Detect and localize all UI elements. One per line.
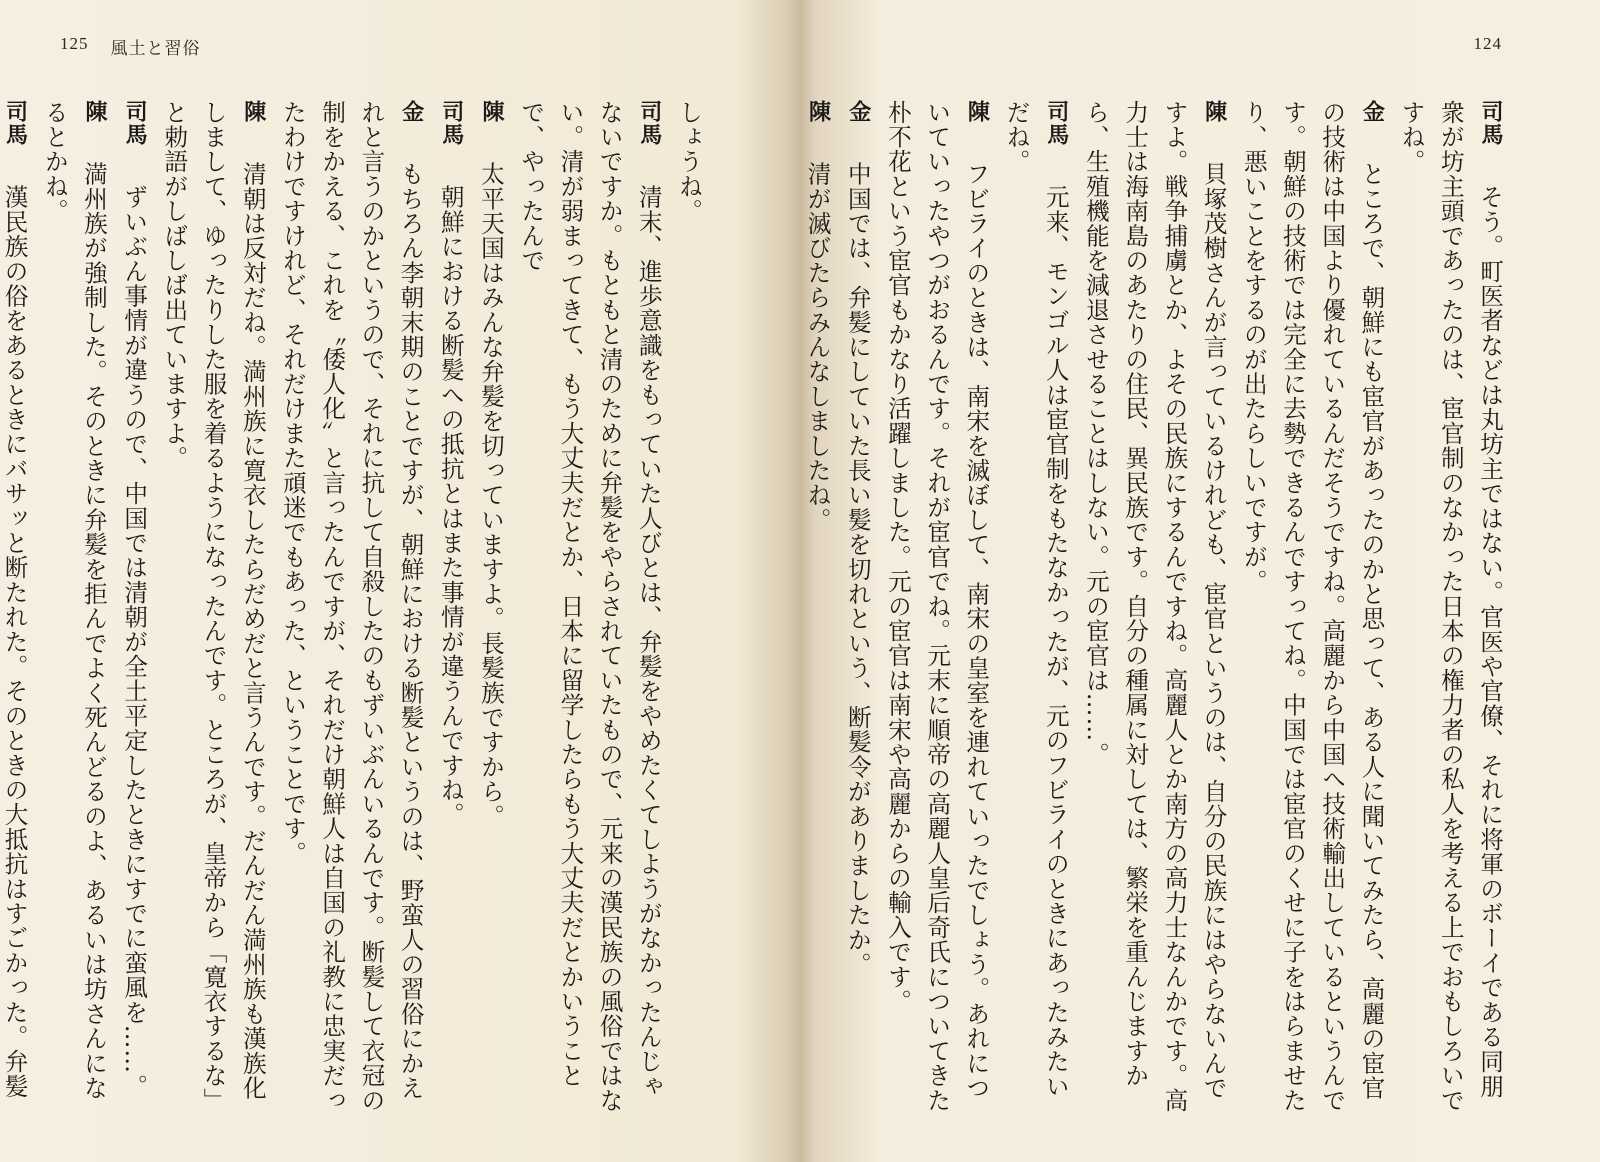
- dialogue-turn: [996, 100, 1075, 1120]
- speaker-name: 陳: [478, 100, 504, 124]
- left-page: [0, 0, 790, 1162]
- dialogue-turn: [669, 100, 708, 1120]
- dialogue-turn: [511, 100, 669, 1120]
- speaker-name: 司馬: [122, 100, 148, 147]
- turn-text: フビライのときは、南宋を滅ぼして、南宋の皇室を連れていったでしょう。あれについていったやつがおるんです。それが宦官でね。元末に順帝の高麗人皇后奇氏についてきた朴不花という宦官もかなり活躍しました。元の宦官は南宋や高麗からの輸入です。: [883, 100, 991, 1113]
- turn-text: 満州族が強制した。そのときに弁髪を拒んでよく死んどるのよ、あるいは坊さんになるとかね。: [40, 100, 108, 1101]
- speaker-name: 司馬: [636, 100, 662, 147]
- turn-text: ずいぶん事情が違うので、中国では清朝が全土平定したときにすでに蛮風を……。: [120, 184, 149, 1099]
- dialogue-turn: [1234, 100, 1392, 1120]
- dialogue-turn: [154, 100, 273, 1120]
- speaker-name: 司馬: [1478, 100, 1503, 147]
- dialogue-turn: [273, 100, 431, 1120]
- dialogue-turn: [35, 100, 114, 1120]
- dialogue-turn: [471, 100, 511, 1120]
- dialogue-turn: [838, 100, 878, 1120]
- speaker-name: 金: [845, 100, 871, 124]
- dialogue-turn: [1391, 100, 1510, 1120]
- dialogue-turn: [878, 100, 997, 1120]
- speaker-name: 金: [1359, 100, 1385, 124]
- right-page-header: [1474, 34, 1503, 54]
- turn-text: 貝塚茂樹さんが言っているけれども、宦官というのは、自分の民族にはやらないんですよ。戦争捕虜とか、よその民族にするんですね。高麗人とか南方の高力士なんかです。高力士は海南島のあたりの住民、異民族です。自分の種属に対しては、繁栄を重んじますから、生殖機能を減退させることはしない。元の宦官は……。: [1081, 100, 1228, 1113]
- turn-text: そう。町医者などは丸坊主ではない。官医や官僚、それに将軍のボーイである同朋衆が坊主頭であったのは、宦官制のなかった日本の権力者の私人を考える上でおもしろいですね。: [1397, 100, 1504, 1113]
- left-page-header: [60, 34, 201, 59]
- speaker-name: 司馬: [2, 100, 28, 147]
- turn-text: 中国では、弁髪にしていた長い髪を切れという、断髪令がありましたか。: [843, 161, 872, 977]
- right-page-body: [803, 100, 1510, 1120]
- speaker-name: 陳: [1201, 100, 1227, 124]
- turn-text: 元来、モンゴル人は宦官制をもたなかったが、元のフビライのときにあったみたいだね。: [1002, 100, 1070, 1099]
- turn-text: しょうね。: [675, 100, 703, 224]
- speaker-name: 陳: [240, 100, 266, 124]
- turn-text: 太平天国はみんな弁髪を切っていますよ。長髪族ですから。: [476, 161, 505, 829]
- speaker-name: 司馬: [438, 100, 464, 147]
- turn-text: もちろん李朝末期のことですが、朝鮮における断髪というのは、野蛮人の習俗にかえれと言うのかというので、それに抗して自殺したのもずいぶんいるんです。断髪して衣冠の制をかえる、これを〝倭人化〟と言ったんですが、それだけ朝鮮人は自国の礼教に忠実だったわけですけれど、それだけまた頑迷でもあった、ということです。: [278, 100, 425, 1113]
- running-title: 風土と習俗: [110, 39, 201, 58]
- speaker-name: 陳: [805, 100, 831, 124]
- turn-text: ところで、朝鮮にも宦官があったのかと思って、ある人に聞いてみたら、高麗の宦官の技術は中国より優れているんだそうですね。高麗から中国へ技術輸出しているというんです。朝鮮の技術では完全に去勢できるんですってね。中国では宦官のくせに子をはらませたり、悪いことをするのが出たらしいですが。: [1239, 100, 1386, 1113]
- speaker-name: 陳: [81, 100, 107, 124]
- dialogue-turn: [431, 100, 471, 1120]
- turn-text: 清朝は反対だね。満州族に寛衣したらだめだと言うんです。だんだん満州族も漢族化しまして、ゆったりした服を着るようになったんです。ところが、皇帝から「寛衣するな」と勅語がしばしば出ていますよ。: [160, 100, 267, 1113]
- dialogue-turn: [0, 100, 35, 1120]
- right-page-number: 124: [1473, 34, 1502, 53]
- left-page-number: 125: [60, 34, 89, 53]
- right-page: [800, 0, 1600, 1162]
- turn-text: 漢民族の俗をあるときにバサッと断たれた。そのときの大抵抗はすごかった。弁髪: [0, 184, 29, 1099]
- dialogue-turn: [114, 100, 154, 1120]
- turn-text: 清が滅びたらみんなしましたね。: [803, 161, 832, 533]
- dialogue-turn: [797, 100, 837, 1120]
- speaker-name: 金: [398, 100, 424, 124]
- speaker-name: 陳: [964, 100, 990, 124]
- left-page-body: [0, 100, 708, 1120]
- speaker-name: 司馬: [1043, 100, 1069, 147]
- turn-text: 清末、進歩意識をもっていた人びとは、弁髪をやめたくてしようがなかったんじゃないですか。もともと清のために弁髪をやらされていたもので、元来の漢民族の風俗ではない。清が弱まってきて、もう大丈夫だとか、日本に留学したらもう大丈夫だとかいうことで、やったんで: [517, 100, 663, 1113]
- dialogue-turn: [1076, 100, 1234, 1120]
- turn-text: 朝鮮における断髪への抵抗とはまた事情が違うんですね。: [436, 184, 465, 828]
